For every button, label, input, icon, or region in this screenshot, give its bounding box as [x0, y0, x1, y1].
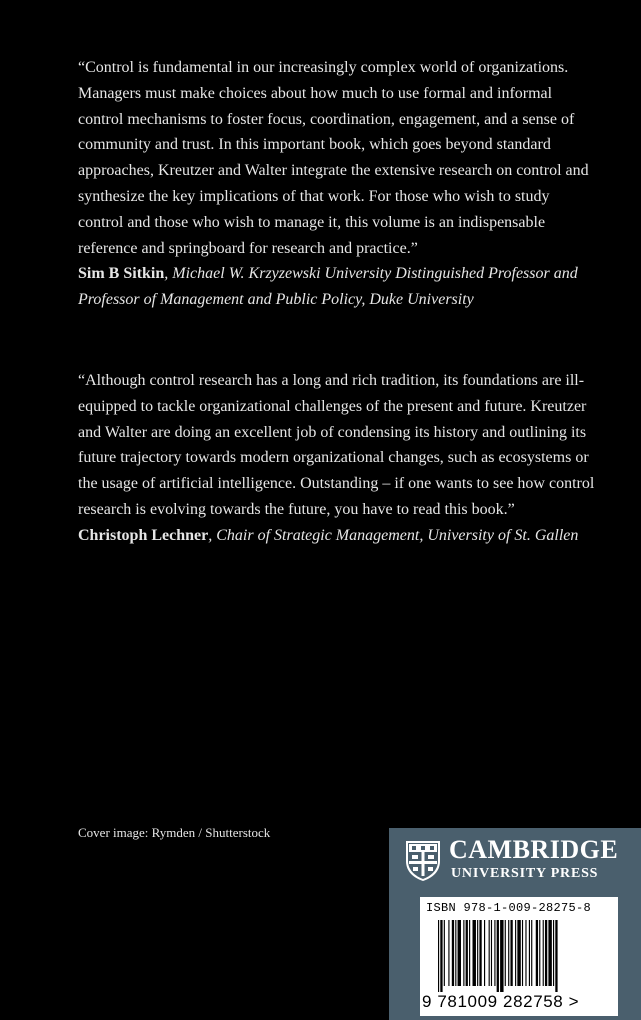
barcode-bar — [444, 920, 445, 986]
endorsement-quote-1 — [78, 55, 598, 313]
cover-image-credit: Cover image: Rymden / Shutterstock — [78, 825, 271, 840]
barcode-bar — [510, 920, 512, 986]
quote-attribution — [78, 523, 598, 549]
barcode-bar — [500, 920, 503, 992]
barcode-bar — [448, 920, 449, 986]
barcode-bar — [515, 920, 516, 986]
quote-affiliation: , Michael W. Krzyzewski University Distinguished Professor and Professor of Management and Public Policy, Duke University — [78, 265, 578, 309]
barcode-bar — [494, 920, 495, 986]
quote-text: “Although control research has a long and rich tradition, its foundations are ill-equipped to tackle organizational challenges of the present and future. Kreutzer and Walter are doing an excellent job of condensing its history and outlining its future trajectory towards modern organizational changes, such as ecosystems or the usage of artificial intelligence. Outstanding – if one wants to see how control research is evolving towards the future, you have to read this book.” — [78, 372, 595, 518]
endorsement-quote-2 — [78, 368, 598, 549]
quote-author: Christoph Lechner — [78, 526, 209, 544]
barcode-bar — [539, 920, 540, 986]
barcode-bar — [517, 920, 520, 986]
barcode-bar — [438, 920, 439, 992]
barcode-bar — [469, 920, 470, 986]
barcode-bar — [555, 920, 557, 992]
barcode-bar — [440, 920, 442, 992]
barcode-bar — [497, 920, 499, 992]
quote-text: “Control is fundamental in our increasingly complex world of organizations. Managers must make choices about how much to use formal and informal control mechanisms to foster focus, coordination, engagement, and a sense of community and trust. In this important book, which goes beyond standard approaches, Kreutzer and Walter integrate the extensive research on control and synthesize the key implications of that work. For those who wish to study control and those who wish to manage it, this volume is an indispensable reference and springboard for research and practice.” — [78, 59, 589, 257]
barcode-bar — [458, 920, 461, 986]
barcode-bar — [463, 920, 464, 986]
barcode-bar — [545, 920, 547, 986]
barcode-bar — [455, 920, 456, 986]
barcode-bar — [477, 920, 478, 986]
quote-affiliation: , Chair of Strategic Management, University of St. Gallen — [208, 526, 579, 544]
barcode-bar — [491, 920, 492, 986]
publisher-subtitle: UNIVERSITY PRESS — [451, 866, 599, 881]
barcode-bar — [508, 920, 509, 986]
barcode-bar — [525, 920, 526, 986]
barcode-bar — [548, 920, 551, 986]
barcode-bar — [473, 920, 476, 986]
barcode-bar — [536, 920, 538, 986]
barcode-bar — [489, 920, 490, 986]
cambridge-shield-icon — [404, 839, 442, 882]
barcode-bar — [479, 920, 481, 986]
barcode-bars — [438, 920, 610, 992]
quote-author: Sim B Sitkin — [78, 265, 165, 283]
barcode-bar — [553, 920, 554, 986]
isbn-barcode — [420, 897, 618, 1016]
isbn-label: ISBN 978-1-009-28275-8 — [426, 901, 592, 915]
barcode-bar — [531, 920, 532, 986]
barcode-bar — [522, 920, 523, 986]
publisher-panel — [389, 828, 641, 1020]
barcode-digits: 9 781009 282758 > — [422, 992, 580, 1011]
quote-attribution — [78, 261, 598, 313]
barcode-bar — [452, 920, 454, 986]
barcode-bar — [543, 920, 544, 986]
barcode-bar — [484, 920, 485, 986]
barcode-bar — [466, 920, 468, 986]
publisher-name: CAMBRIDGE — [449, 835, 619, 864]
barcode-bar — [505, 920, 506, 986]
barcode-bar — [529, 920, 530, 986]
